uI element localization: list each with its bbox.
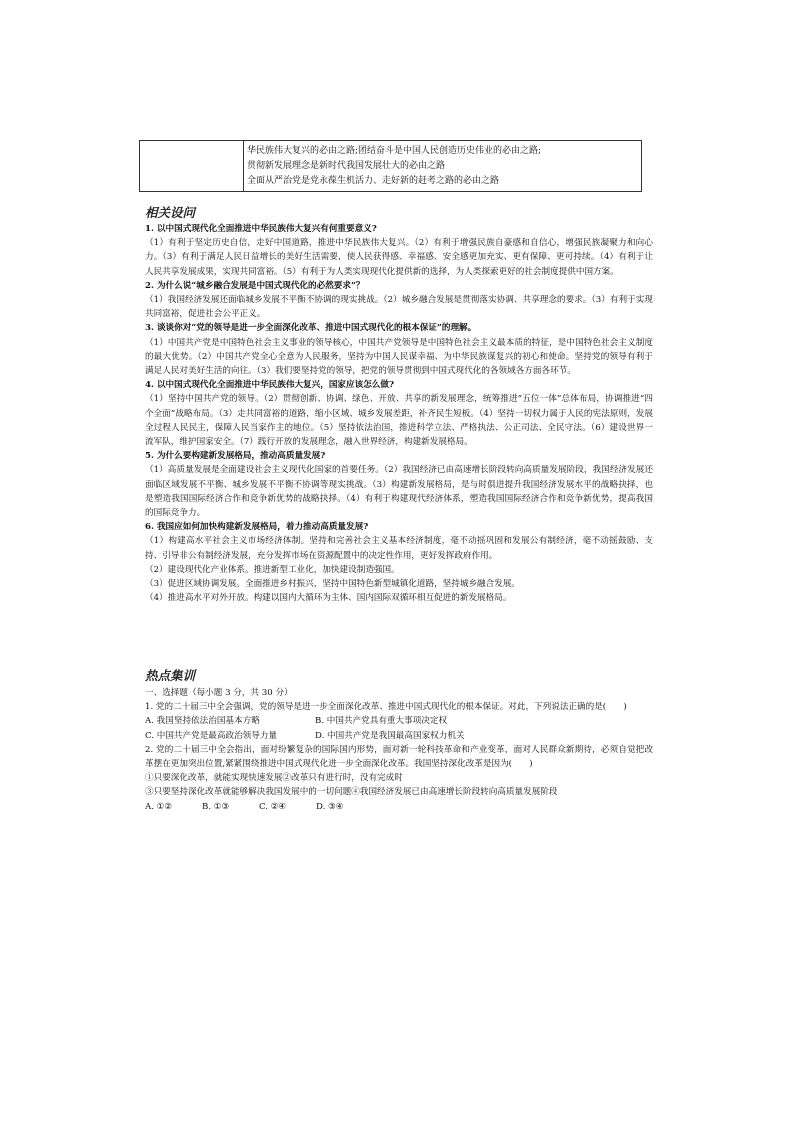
answer-2: （1）我国经济发展还面临城乡发展不平衡不协调的现实挑战。（2）城乡融合发展是贯彻落实协调、共享理念的要求。（3）有利于实现共同富裕，促进社会公平正义。 (145, 295, 653, 320)
answer-6: （1）构建高水平社会主义市场经济体制。坚持和完善社会主义基本经济制度，毫不动摇巩固和发展公有制经济，毫不动摇鼓励、支持、引导非公有制经济发展，充分发挥市场在资源配置中的决定性作用，更好发挥政府作用。 (145, 536, 653, 561)
answer-6-point-2: （2）建设现代化产业体系。推进新型工业化，加快建设制造强国。 (145, 564, 400, 575)
question-2: 2. 为什么说“城乡融合发展是中国式现代化的必然要求”？ (145, 280, 365, 291)
question-3: 3. 谈谈你对“党的领导是进一步全面深化改革、推进中国式现代化的根本保证”的理解。 (145, 323, 477, 334)
choice-question-2-stem: 2. 党的二十届三中全会指出，面对纷繁复杂的国际国内形势，面对新一轮科技革命和产业变革，面对人民群众新期待，必须自觉把改革摆在更加突出位置,紧紧围绕推进中国式现代化进一步全面深化改革。我国坚持深化改革是因为( ) (145, 744, 653, 770)
table-line: 贯彻新发展理念是新时代我国发展壮大的必由之路 (247, 161, 446, 171)
table-left-cell (140, 141, 244, 191)
table-right-cell (244, 141, 641, 191)
choice-question-2-options (145, 800, 653, 814)
answer-4: （1）坚持中国共产党的领导。（2）贯彻创新、协调、绿色、开放、共享的新发展理念，统筹推进“五位一体”总体布局，协调推进“四个全面”战略布局。（3）走共同富裕的道路，缩小区域、城乡发展差距，补齐民生短板。（4）坚持一切权力属于人民的宪法原则，发展全过程人民民主，保障人民当家作主的地位。（5）坚持依法治国，推进科学立法、严格执法、公正司法、全民守法。（6）建设世界一流军队，维护国家安全。（7）践行开放的发展理念，融入世界经济，构建新发展格局。 (145, 394, 653, 448)
answer-6-point-4: （4）推进高水平对外开放。构建以国内大循环为主体、国内国际双循环相互促进的新发展格局。 (145, 593, 512, 604)
question-5: 5. 为什么要构建新发展格局，推动高质量发展? (145, 451, 326, 462)
related-questions-body (145, 222, 653, 605)
section-title-hot-training: 热点集训 (145, 668, 196, 683)
choice-question-1-options-row-1 (145, 714, 653, 728)
option-b[interactable]: B. 中国共产党具有重大事项决定权 (315, 716, 448, 727)
choice-question-1-options-row-2 (145, 729, 653, 743)
option-b[interactable]: B. ①③ (202, 801, 230, 812)
choice-heading: 一、选择题（每小题 3 分，共 30 分） (145, 688, 293, 698)
option-c[interactable]: C. ②④ (259, 801, 287, 812)
question-1: 1. 以中国式现代化全面推进中华民族伟大复兴有何重要意义? (145, 224, 377, 234)
question-6: 6. 我国应如何加快构建新发展格局，着力推动高质量发展? (145, 522, 369, 533)
hot-training-body (145, 686, 653, 814)
option-a[interactable]: A. ①② (145, 801, 173, 812)
question-4: 4. 以中国式现代化全面推进中华民族伟大复兴，国家应该怎么做? (145, 380, 395, 391)
answer-5: （1）高质量发展是全面建设社会主义现代化国家的首要任务。（2）我国经济已由高速增长阶段转向高质量发展阶段，我国经济发展还面临区域发展不平衡、城乡发展不平衡不协调等现实挑战。（3）构建新发展格局，是与时俱进提升我国经济发展水平的战略抉择，也是塑造我国国际经济合作和竞争新优势的战略抉择。（4）有利于构建现代经济体系，塑造我国国际经济合作和竞争新优势，提高我国的国际竞争力。 (145, 465, 653, 519)
choice-question-2-statements-1: ①只要深化改革，就能实现快速发展②改革只有进行时，没有完成时 (145, 773, 403, 784)
table-line: 全面从严治党是党永葆生机活力、走好新的赶考之路的必由之路 (247, 176, 500, 186)
section-title-related-questions: 相关设问 (145, 205, 196, 220)
option-a[interactable]: A. 我国坚持依法治国基本方略 (145, 716, 260, 727)
option-d[interactable]: D. ③④ (316, 801, 344, 812)
table-line: 华民族伟大复兴的必由之路;团结奋斗是中国人民创造历史伟业的必由之路; (247, 146, 542, 156)
option-d[interactable]: D. 中国共产党是我国最高国家权力机关 (315, 730, 465, 741)
choice-question-1-stem: 1. 党的二十届三中全会强调，党的领导是进一步全面深化改革、推进中国式现代化的根本保证。对此，下列说法正确的是( ) (145, 702, 627, 713)
answer-6-point-3: （3）促进区域协调发展。全面推进乡村振兴，坚持中国特色新型城镇化道路，坚持城乡融合发展。 (145, 579, 521, 590)
choice-question-2-statements-2: ③只要坚持深化改革就能够解决我国发展中的一切问题④我国经济发展已由高速增长阶段转向高质量发展阶段 (145, 787, 558, 798)
answer-3: （1）中国共产党是中国特色社会主义事业的领导核心，中国共产党领导是中国特色社会主义最本质的特征，是中国特色社会主义制度的最大优势。（2）中国共产党全心全意为人民服务，坚持为中国人民谋幸福、为中华民族谋复兴的初心和使命。坚持党的领导有利于满足人民对美好生活的向往。（3）我们要坚持党的领导，把党的领导贯彻到中国式现代化的各领域各方面各环节。 (145, 337, 653, 377)
option-c[interactable]: C. 中国共产党是最高政治领导力量 (145, 730, 278, 741)
answer-1: （1）有利于坚定历史自信，走好中国道路，推进中华民族伟大复兴。（2）有利于增强民族自豪感和自信心，增强民族凝聚力和向心力。（3）有利于满足人民日益增长的美好生活需要，使人民获得感、幸福感、安全感更加充实、更有保障、更可持续。（4）有利于让人民共享发展成果，实现共同富裕。（5）有利于为人类实现现代化提供新的选择，为人类探索更好的社会制度提供中国方案。 (145, 238, 653, 277)
summary-table (139, 140, 642, 192)
